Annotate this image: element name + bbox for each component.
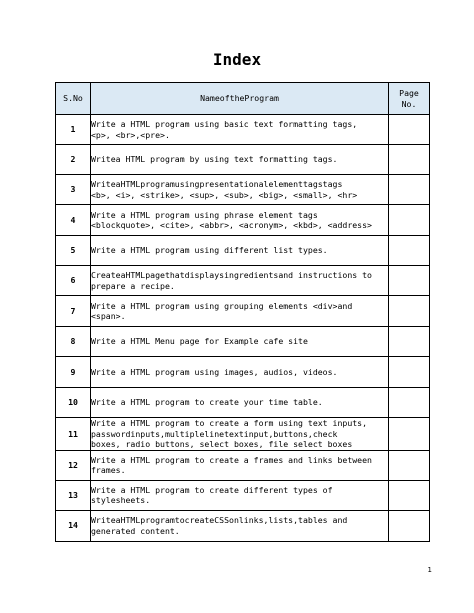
row-page-number: [389, 357, 430, 388]
row-program-name: Write a HTML program to create a frames and links between frames.: [91, 450, 389, 480]
row-serial-number: 8: [56, 327, 91, 357]
table-row: [56, 327, 430, 357]
table-row: [56, 115, 430, 145]
header-page-no: Page No.: [389, 83, 430, 115]
row-page-number: [389, 236, 430, 266]
row-program-name: Write a HTML program using phrase element tags <blockquote>, <cite>, <abbr>, <acronym>, <kbd>, <address>: [91, 205, 389, 236]
table-row: [56, 480, 430, 510]
row-program-name: WriteaHTMLprogramtocreateCSSonlinks,lists,tables and generated content.: [91, 510, 389, 541]
row-program-name: Writea HTML program by using text formatting tags.: [91, 145, 389, 175]
table-row: [56, 418, 430, 451]
row-page-number: [389, 205, 430, 236]
row-serial-number: 2: [56, 145, 91, 175]
row-serial-number: 7: [56, 296, 91, 327]
table-row: [56, 145, 430, 175]
table-row: [56, 266, 430, 296]
table-header-row: [56, 83, 430, 115]
table-row: [56, 357, 430, 388]
index-table: [55, 82, 430, 542]
row-page-number: [389, 266, 430, 296]
row-page-number: [389, 175, 430, 205]
row-serial-number: 11: [56, 418, 91, 451]
row-serial-number: 9: [56, 357, 91, 388]
row-program-name: Write a HTML program using different list types.: [91, 236, 389, 266]
row-serial-number: 14: [56, 510, 91, 541]
row-page-number: [389, 115, 430, 145]
row-page-number: [389, 145, 430, 175]
row-page-number: [389, 388, 430, 418]
row-serial-number: 10: [56, 388, 91, 418]
row-serial-number: 4: [56, 205, 91, 236]
row-page-number: [389, 510, 430, 541]
row-program-name: Write a HTML program using images, audios, videos.: [91, 357, 389, 388]
row-page-number: [389, 418, 430, 451]
row-program-name: Write a HTML program using basic text formatting tags, <p>, <br>,<pre>.: [91, 115, 389, 145]
row-serial-number: 12: [56, 450, 91, 480]
row-program-name: Write a HTML Menu page for Example cafe site: [91, 327, 389, 357]
row-program-name: Write a HTML program to create your time table.: [91, 388, 389, 418]
row-serial-number: 5: [56, 236, 91, 266]
row-page-number: [389, 296, 430, 327]
row-program-name: Write a HTML program to create different types of stylesheets.: [91, 480, 389, 510]
page-number: 1: [427, 566, 432, 574]
row-program-name: Write a HTML program to create a form using text inputs, passwordinputs,multiplelinetextinput,buttons,check boxes, radio buttons, select boxes, file select boxes: [91, 418, 389, 451]
table-row: [56, 510, 430, 541]
page-title: Index: [212, 50, 262, 69]
row-serial-number: 3: [56, 175, 91, 205]
row-program-name: WriteaHTMLprogramusingpresentationalelementtagstags <b>, <i>, <strike>, <sup>, <sub>, <big>, <small>, <hr>: [91, 175, 389, 205]
table-row: [56, 296, 430, 327]
table-row: [56, 450, 430, 480]
table-row: [56, 388, 430, 418]
header-sno: S.No: [56, 83, 91, 115]
row-page-number: [389, 450, 430, 480]
header-program: NameoftheProgram: [91, 83, 389, 115]
row-program-name: CreateaHTMLpagethatdisplaysingredientsand instructions to prepare a recipe.: [91, 266, 389, 296]
table-row: [56, 236, 430, 266]
row-page-number: [389, 480, 430, 510]
row-serial-number: 13: [56, 480, 91, 510]
table-row: [56, 175, 430, 205]
table-row: [56, 205, 430, 236]
row-program-name: Write a HTML program using grouping elements <div>and <span>.: [91, 296, 389, 327]
row-page-number: [389, 327, 430, 357]
row-serial-number: 6: [56, 266, 91, 296]
row-serial-number: 1: [56, 115, 91, 145]
